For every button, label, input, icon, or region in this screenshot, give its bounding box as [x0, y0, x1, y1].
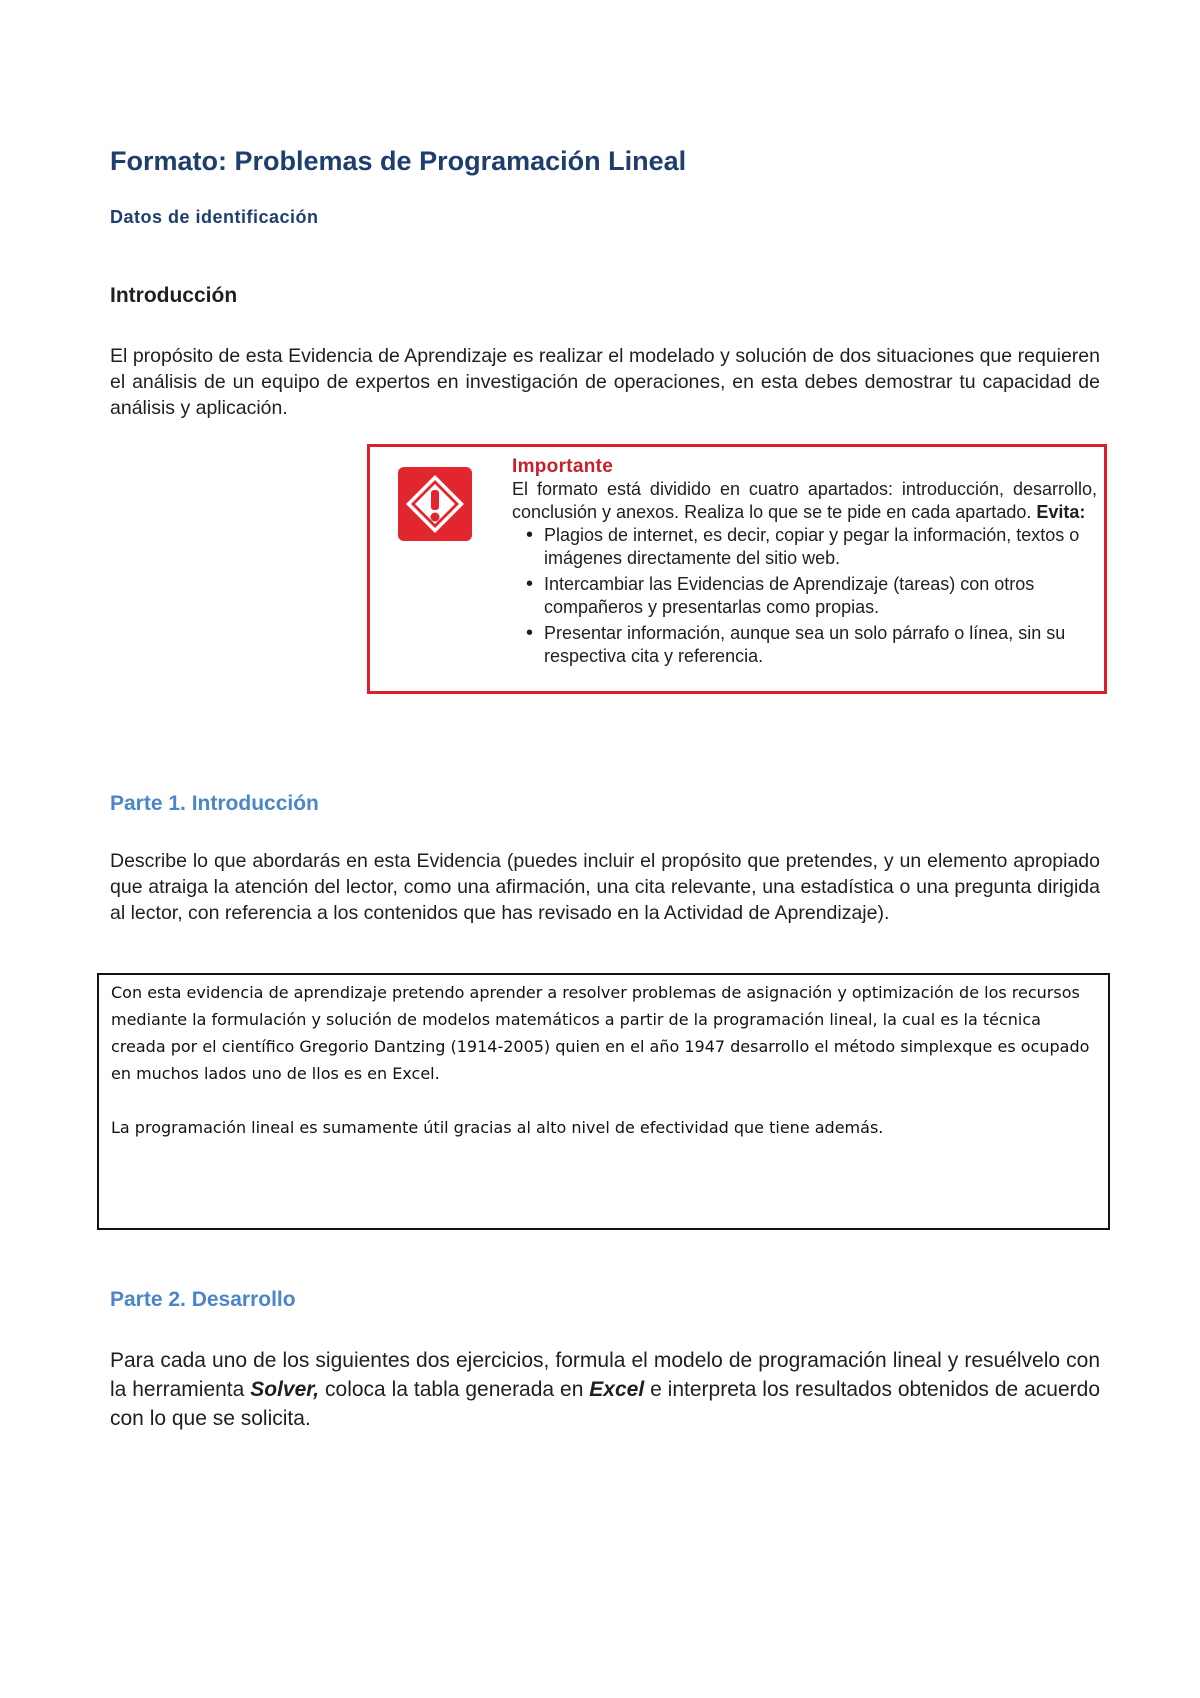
important-avoid-label: Evita: — [1036, 502, 1086, 522]
introduction-paragraph: El propósito de esta Evidencia de Aprendizaje es realizar el modelado y solución de dos situaciones que requieren el análisis de un equipo de expertos en investigación de operaciones, en esta debes demostrar tu capacidad de análisis y aplicación. — [110, 345, 1100, 419]
important-content — [512, 455, 1097, 671]
important-bullet: • Plagios de internet, es decir, copiar y pegar la información, textos o imágenes directamente del sitio web. — [512, 524, 1097, 570]
introduction-heading: Introducción — [110, 284, 238, 307]
part2-instructions — [110, 1346, 1100, 1433]
part2-heading: Parte 2. Desarrollo — [110, 1288, 296, 1311]
important-text-body: El formato está dividido en cuatro apartados: introducción, desarrollo, conclusión y anexos. Realiza lo que se te pide en cada apartado. — [512, 479, 1097, 522]
part2-text-1: Para cada uno de los siguientes dos ejercicios, formula el modelo de programación lineal y resuélvelo con la herramienta — [110, 1349, 1100, 1401]
document-title: Formato: Problemas de Programación Lineal — [110, 146, 687, 176]
solver-emphasis: Solver, — [250, 1378, 320, 1401]
important-bullet: • Intercambiar las Evidencias de Aprendizaje (tareas) con otros compañeros y presentarlas como propias. — [512, 573, 1097, 619]
important-notice-box — [367, 444, 1107, 694]
part2-text-3: e interpreta los resultados obtenidos de acuerdo con lo que se solicita. — [110, 1378, 1100, 1430]
part1-heading: Parte 1. Introducción — [110, 792, 319, 815]
answer-paragraph: Con esta evidencia de aprendizaje pretendo aprender a resolver problemas de asignación y optimización de los recursos mediante la formulación y solución de modelos matemáticos a partir de la programación lineal, la cual es la técnica creada por el científico Gregorio Dantzing (1914-2005) quien en el año 1947 desarrollo el método simplexque es ocupado en muchos lados uno de llos es en Excel. — [111, 983, 1090, 1083]
answer-paragraph: La programación lineal es sumamente útil gracias al alto nivel de efectividad que tiene además. — [111, 1118, 884, 1137]
important-bullet-list — [512, 524, 1097, 668]
part2-text-2: coloca la tabla generada en — [319, 1378, 590, 1401]
important-bullet: • Presentar información, aunque sea un solo párrafo o línea, sin su respectiva cita y referencia. — [512, 622, 1097, 668]
part1-answer-box[interactable] — [97, 973, 1110, 1230]
identification-heading: Datos de identificación — [110, 207, 319, 227]
excel-emphasis: Excel — [589, 1378, 645, 1401]
part1-instructions: Describe lo que abordarás en esta Evidencia (puedes incluir el propósito que pretendes, y un elemento apropiado que atraiga la atención del lector, como una afirmación, una cita relevante, una estadística o una pregunta dirigida al lector, con referencia a los contenidos que has revisado en la Actividad de Aprendizaje). — [110, 850, 1100, 924]
important-title: Importante — [512, 456, 614, 477]
warning-exclamation-icon — [398, 467, 472, 541]
important-text — [512, 478, 1097, 524]
